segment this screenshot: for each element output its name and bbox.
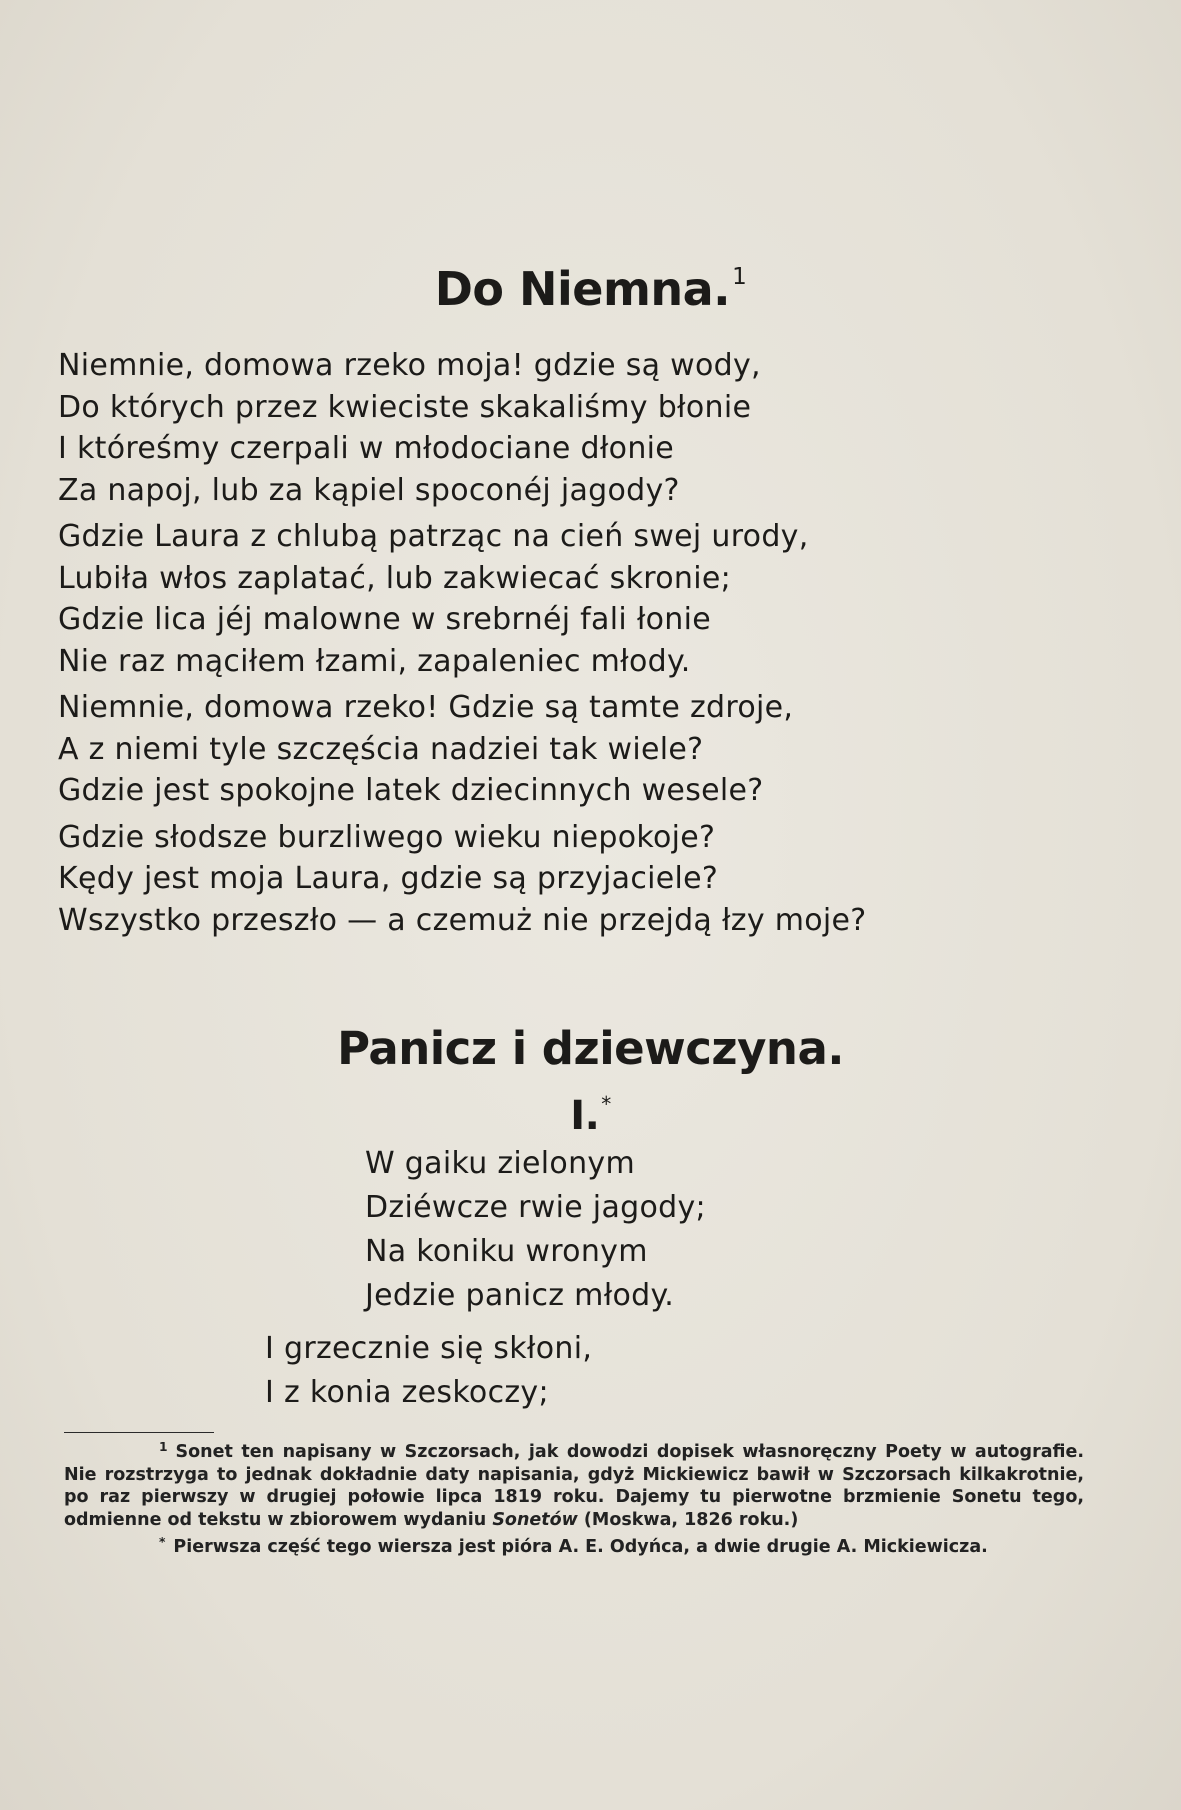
footnote-2: * Pierwsza część tego wiersza jest pióra A. E. Odyńca, a dwie drugie A. Mickiewicza. [159,1535,988,1558]
verse-line: Gdzie jest spokojne latek dziecinnych wesele? [58,773,764,808]
verse-line: Niemnie, domowa rzeko moja! gdzie są wody, [58,348,761,383]
verse-line: Gdzie słodsze burzliwego wieku niepokoje? [58,819,716,855]
part-number: I. * [570,1092,611,1139]
verse-line: A z niemi tyle szczęścia nadziei tak wiele? [58,731,704,767]
verse-line: Gdzie lica jéj malowne w srebrnéj fali łonie [58,602,712,637]
verse-line: Za napoj, lub za kąpiel spoconéj jagody? [58,472,680,508]
verse-line: I któreśmy czerpali w młodociane dłonie [58,431,675,466]
poem-title-panicz-i-dziewczyna: Panicz i dziewczyna. [337,1022,844,1075]
verse-line: I z konia zeskoczy; [265,1375,549,1410]
verse-line: Lubiła włos zaplatać, lub zakwiecać skronie; [58,560,732,596]
footnote-ref-star: * [601,1092,611,1116]
footnote-divider [64,1432,214,1433]
sonnet-verse [58,345,867,941]
verse-line: W gaiku zielonym [365,1146,635,1181]
verse-line: Wszystko przeszło — a czemuż nie przejdą łzy moje? [58,902,867,938]
verse-line: Kędy jest moja Laura, gdzie są przyjaciele? [58,861,719,896]
footnote-mark: * [159,1535,166,1550]
footnotes [64,1436,1084,1559]
song-stanza-1 [365,1142,706,1318]
footnote-ref-1: 1 [732,264,747,291]
poem-title-do-niemna: Do Niemna.$^1$ [434,262,747,316]
italic-title: Sonetów [492,1509,578,1530]
verse-line: Gdzie Laura z chlubą patrząc na cień swej urody, [58,519,809,554]
verse-line: Do których przez kwieciste skakaliśmy błonie [58,389,752,425]
footnote-mark: 1 [159,1440,168,1454]
verse-line: Niemnie, domowa rzeko! Gdzie są tamte zdroje, [58,690,794,725]
footnote-1: $^1$ Sonet ten napisany w Szczorsach, jak dowodzi dopisek własnoręczny Poety w autografie. Nie rozstrzyga to jednak dokładnie daty napisania, gdyż Mickiewicz bawił w Szczorsach kilkakrotnie, po raz pierwszy w drugiej połowie lipca 1819 roku. Dajemy tu pierwotne brzmienie Sonetu tego, odmienne od tekstu w zbiorowem wydaniu Sonetów (Moskwa, 1826 roku.) [64,1440,1084,1530]
verse-line: Jedzie panicz młody. [365,1278,675,1313]
verse-line: Na koniku wronym [365,1234,648,1269]
song-stanza-2 [265,1327,592,1415]
verse-line: I grzecznie się skłoni, [265,1331,593,1366]
verse-line: Dziéwcze rwie jagody; [365,1190,706,1225]
verse-line: Nie raz mąciłem łzami, zapaleniec młody. [58,643,691,679]
